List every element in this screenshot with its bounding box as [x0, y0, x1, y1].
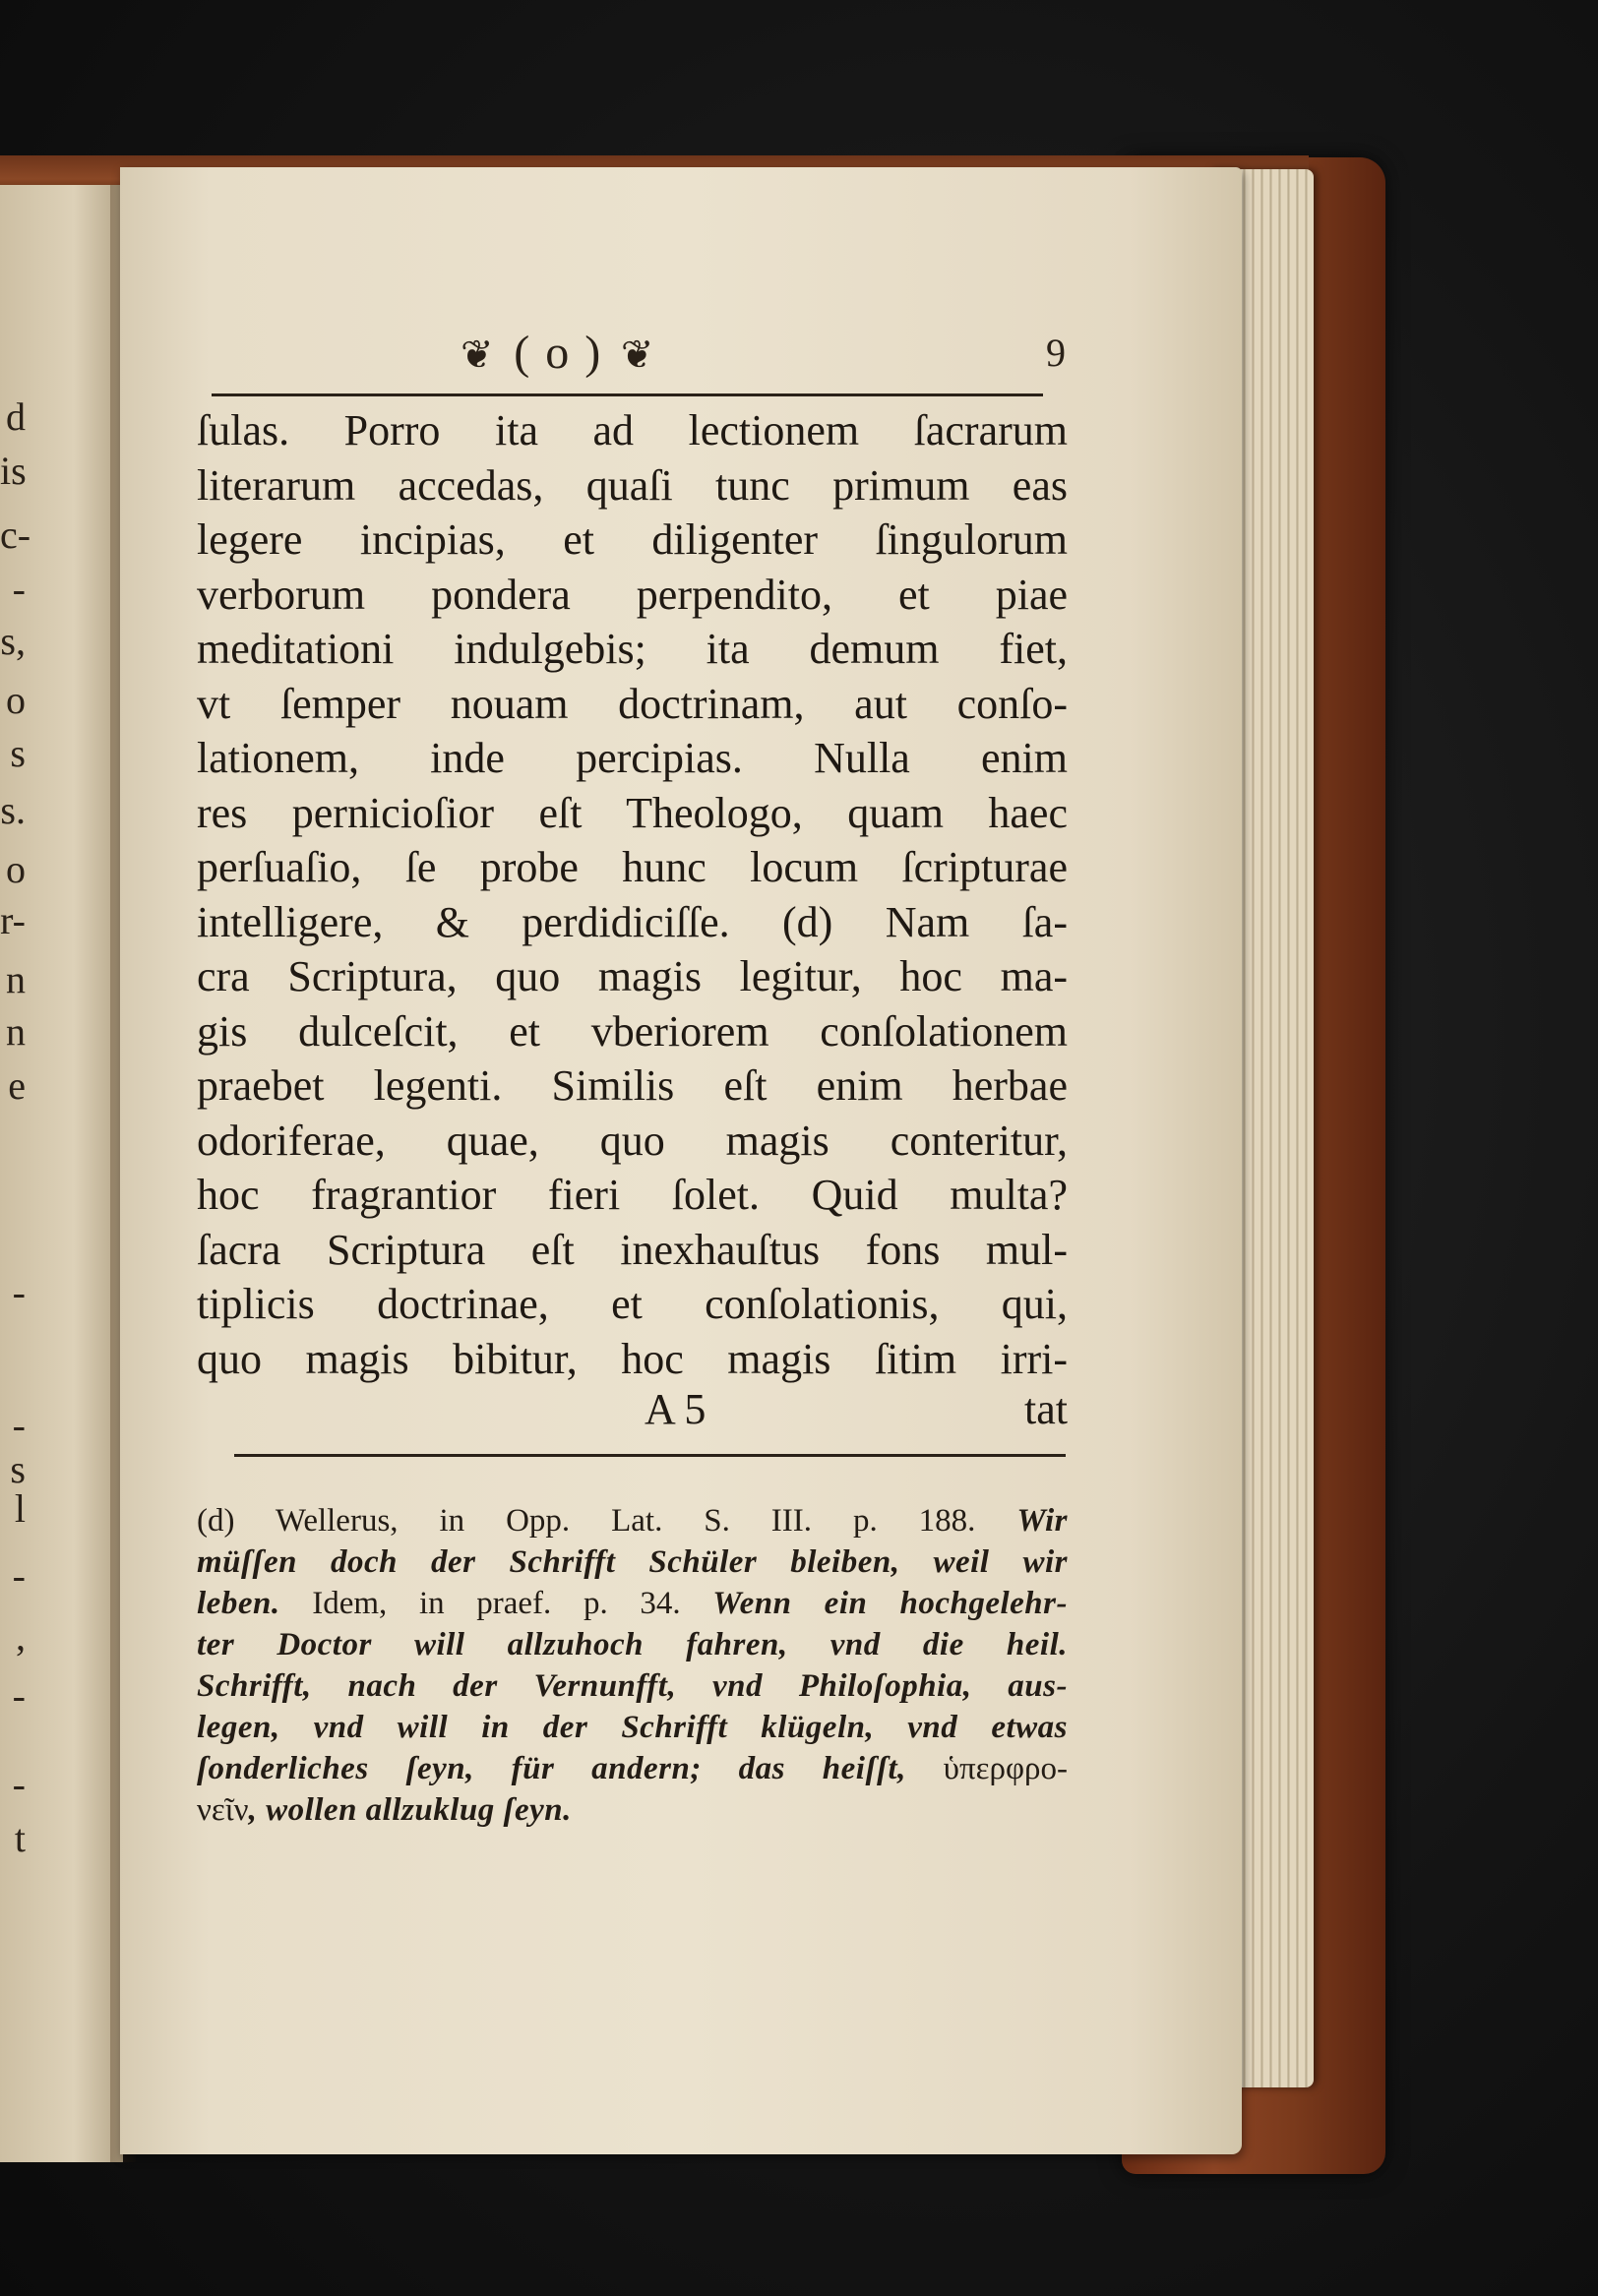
- footnote-rule: [234, 1454, 1066, 1457]
- catchword: tat: [1024, 1385, 1068, 1433]
- left-page-fragment: -: [12, 1553, 26, 1598]
- body-line: cra Scriptura, quo magis legitur, hoc ma-: [197, 952, 1068, 1000]
- left-page-fragment: -: [12, 1270, 26, 1314]
- left-page-fragment: e: [8, 1063, 26, 1108]
- footnote-line: [197, 1789, 1068, 1831]
- body-line: ſacra Scriptura eſt inexhauſtus fons mul-: [197, 1225, 1068, 1274]
- footnote-roman: ὑπερφρο-: [943, 1751, 1068, 1786]
- footnote-line: [197, 1707, 1068, 1748]
- left-page-fragment: t: [14, 1816, 26, 1860]
- footnote-line: [197, 1665, 1068, 1707]
- footnote-line: [197, 1541, 1068, 1583]
- left-page-fragment: r-: [0, 898, 26, 942]
- left-page-fragment: s: [10, 731, 26, 775]
- left-page-fragment: -: [12, 1403, 26, 1447]
- body-line: ſulas. Porro ita ad lectionem ſacrarum: [197, 406, 1068, 454]
- left-page-fragment: -: [12, 1673, 26, 1718]
- body-line: intelligere, & perdidiciſſe. (d) Nam ſa-: [197, 897, 1068, 946]
- left-page-fragment: n: [6, 1009, 26, 1054]
- left-page-fragment: is: [0, 449, 27, 493]
- left-page-fragment: s.: [0, 788, 26, 832]
- left-page-fragment: o: [6, 678, 26, 722]
- header-rule: [212, 393, 1043, 396]
- body-line: odoriferae, quae, quo magis conteritur,: [197, 1116, 1068, 1165]
- left-page-fragment: c-: [0, 513, 31, 557]
- footnote-blackletter: ſonderliches ſeyn, für andern; das heiſſt,: [197, 1751, 944, 1786]
- body-line: tiplicis doctrinae, et conſolationis, qui,: [197, 1280, 1068, 1328]
- footnote-roman: (d) Wellerus, in Opp. Lat. S. III. p. 188.: [197, 1503, 1017, 1539]
- footnote-blackletter: , wollen allzuklug ſeyn.: [248, 1792, 572, 1828]
- left-page-fragment: s,: [0, 619, 26, 663]
- page-number: 9: [1046, 331, 1066, 375]
- body-text: [197, 403, 1068, 1386]
- body-line: literarum accedas, quaſi tunc primum eas: [197, 460, 1068, 510]
- catchline: [197, 1384, 1068, 1439]
- running-header: [197, 320, 1068, 389]
- footnote-roman: Idem, in praef. p. 34.: [279, 1586, 713, 1621]
- body-line: meditationi indulgebis; ita demum fiet,: [197, 625, 1068, 673]
- left-page: [0, 185, 123, 2162]
- left-page-fragment: -: [12, 567, 26, 611]
- body-line: quo magis bibitur, hoc magis ſitim irri-: [197, 1334, 1068, 1383]
- footnote-line: [197, 1500, 1068, 1541]
- footnote-blackletter: leben.: [197, 1586, 280, 1621]
- footnote-line: [197, 1583, 1068, 1624]
- left-page-fragments: [0, 185, 39, 2162]
- signature-mark: A 5: [645, 1385, 707, 1433]
- footnote-line: [197, 1624, 1068, 1665]
- left-page-fragment: ,: [16, 1614, 26, 1659]
- left-page-fragment: d: [6, 394, 26, 439]
- body-line: perſuaſio, ſe probe hunc locum ſcripturae: [197, 843, 1068, 891]
- ornament-center: ( o ): [514, 327, 603, 379]
- footnote: [197, 1500, 1068, 1831]
- footnote-roman: νεῖν: [197, 1792, 249, 1828]
- footnote-blackletter: legen, vnd will in der Schrifft klügeln, vnd etwas: [197, 1710, 1068, 1745]
- left-page-fragment: l: [14, 1486, 26, 1531]
- footnote-blackletter: ter Doctor will allzuhoch fahren, vnd die heil.: [197, 1627, 1068, 1662]
- body-line: lationem, inde percipias. Nulla enim: [197, 734, 1068, 782]
- footnote-blackletter: müſſen doch der Schrifft Schüler bleiben, weil wir: [197, 1544, 1068, 1580]
- ornament-right-icon: ❦: [620, 332, 656, 378]
- footnote-blackletter: Schrifft, nach der Vernunfft, vnd Philoſophia, aus-: [197, 1668, 1068, 1704]
- footnote-blackletter: Wir: [1016, 1503, 1068, 1539]
- left-page-fragment: o: [6, 847, 26, 891]
- left-page-fragment: n: [6, 957, 26, 1001]
- body-line: gis dulceſcit, et vberiorem conſolationem: [197, 1006, 1068, 1056]
- body-line: hoc fragrantior fieri ſolet. Quid multa?: [197, 1171, 1068, 1219]
- body-line: res pernicioſior eſt Theologo, quam haec: [197, 788, 1068, 837]
- body-line: vt ſemper nouam doctrinam, aut conſo-: [197, 679, 1068, 728]
- body-line: praebet legenti. Similis eſt enim herbae: [197, 1061, 1068, 1110]
- footnote-line: [197, 1748, 1068, 1789]
- left-page-fragment: s: [10, 1447, 26, 1491]
- ornament-left-icon: ❦: [461, 332, 496, 378]
- header-ornament: [461, 326, 655, 380]
- body-line: verborum pondera perpendito, et piae: [197, 570, 1068, 619]
- footnote-blackletter: Wenn ein hochgelehr-: [712, 1586, 1068, 1621]
- left-page-fragment: -: [12, 1762, 26, 1806]
- body-line: legere incipias, et diligenter ſingulorum: [197, 515, 1068, 564]
